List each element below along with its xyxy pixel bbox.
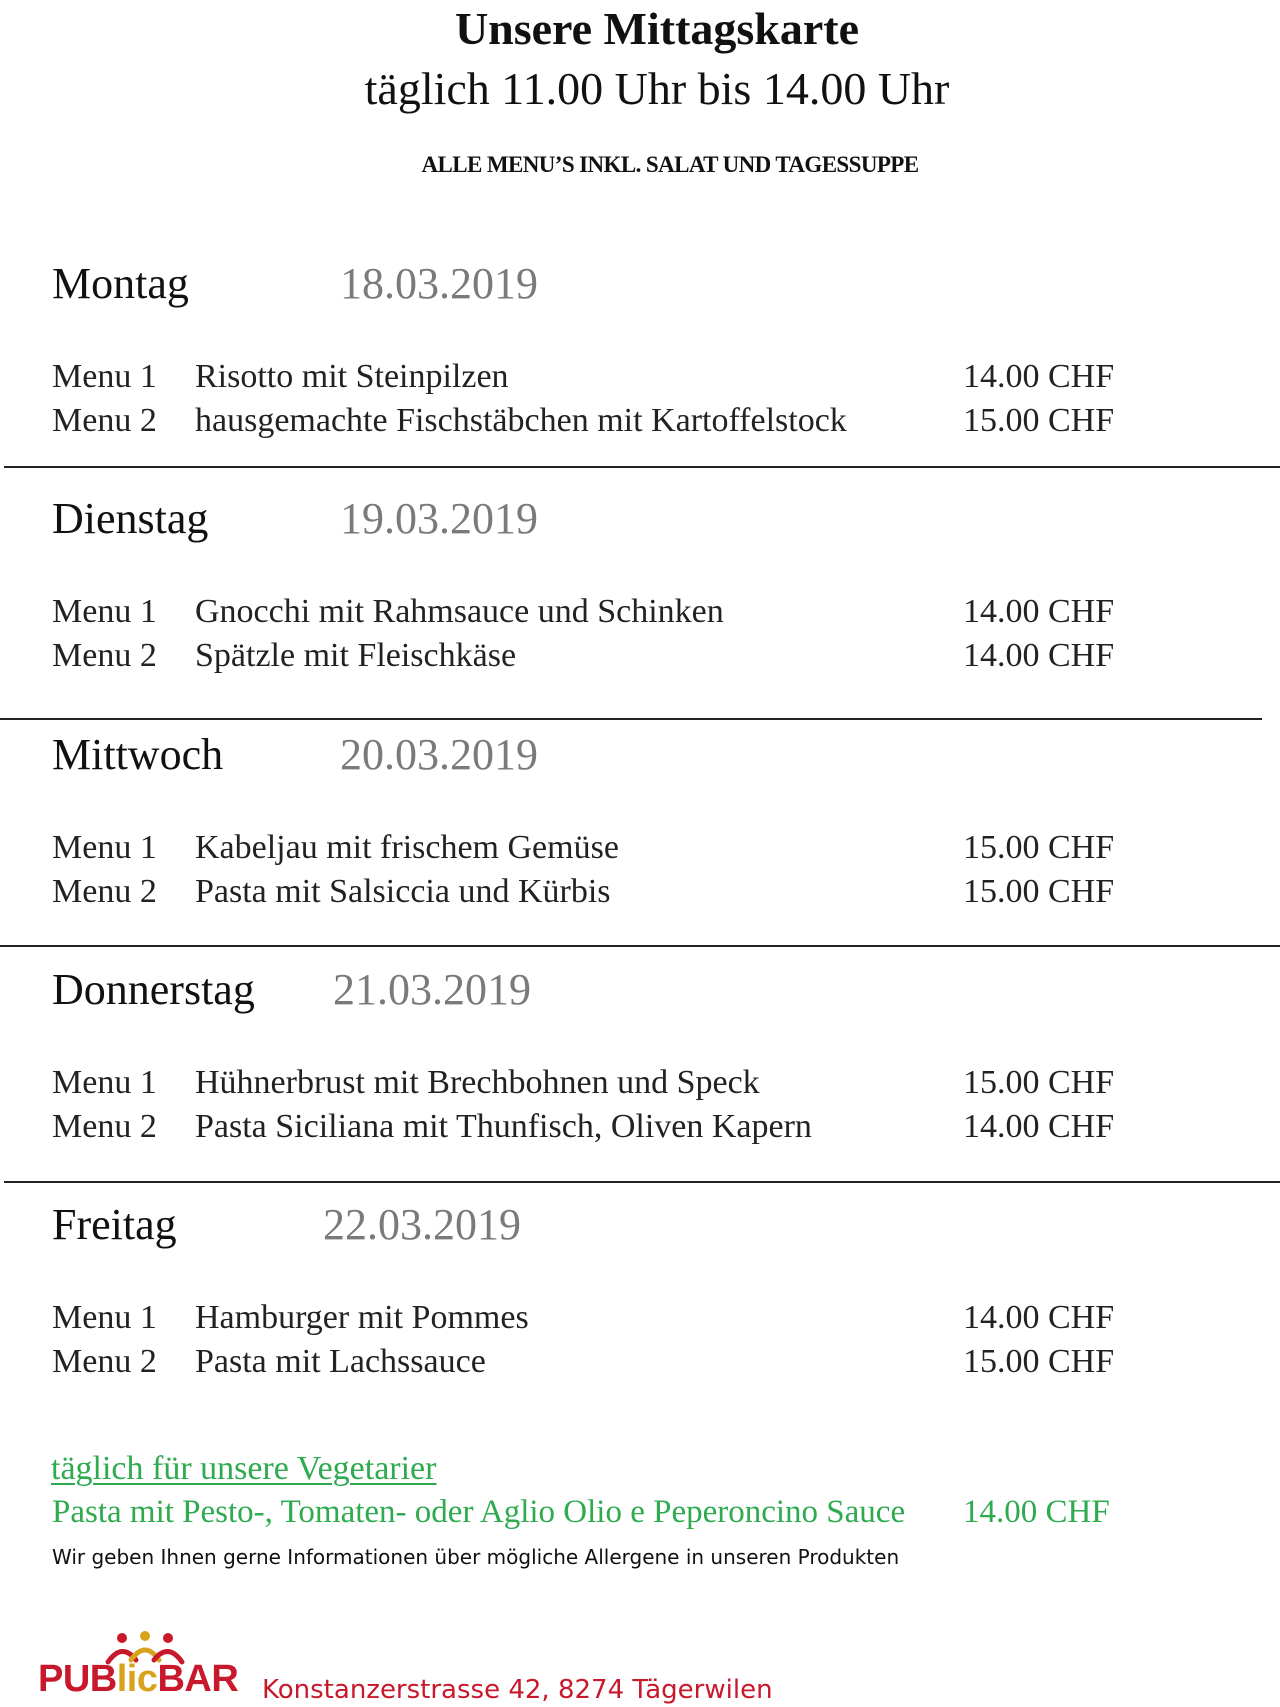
day-date: 22.03.2019 <box>323 1200 521 1249</box>
menu-row <box>0 875 1280 915</box>
menu-row <box>0 639 1280 679</box>
day-name: Montag <box>52 259 189 308</box>
menu-dish: Pasta mit Salsiccia und Kürbis <box>195 873 611 910</box>
menu-label: Menu 2 <box>52 873 157 910</box>
menu-label: Menu 2 <box>52 402 157 439</box>
menu-subtitle: ALLE MENU’S INKL. SALAT UND TAGESSUPPE <box>421 152 919 177</box>
menu-label: Menu 1 <box>52 1299 157 1336</box>
divider <box>0 945 1280 947</box>
menu-dish: Kabeljau mit frischem Gemüse <box>195 829 619 866</box>
opening-hours: täglich 11.00 Uhr bis 14.00 Uhr <box>364 63 950 114</box>
menu-price: 15.00 CHF <box>963 1064 1115 1101</box>
day-block-donnerstag <box>0 965 1280 1168</box>
divider <box>4 1181 1280 1183</box>
day-date: 18.03.2019 <box>340 259 538 308</box>
menu-dish: Hühnerbrust mit Brechbohnen und Speck <box>195 1064 760 1101</box>
menu-row <box>0 360 1280 400</box>
menu-price: 14.00 CHF <box>963 1299 1115 1336</box>
menu-label: Menu 1 <box>52 829 157 866</box>
menu-label: Menu 2 <box>52 1108 157 1145</box>
menu-label: Menu 1 <box>52 358 157 395</box>
menu-dish: Risotto mit Steinpilzen <box>195 358 509 395</box>
menu-price: 15.00 CHF <box>963 402 1115 439</box>
day-name: Donnerstag <box>52 965 255 1014</box>
menu-dish: Hamburger mit Pommes <box>195 1299 529 1336</box>
logo-part-bar: BAR <box>157 1658 239 1700</box>
menu-label: Menu 2 <box>52 637 157 674</box>
menu-price: 15.00 CHF <box>963 829 1115 866</box>
menu-row <box>0 1066 1280 1106</box>
menu-row <box>0 1301 1280 1341</box>
menu-row <box>0 1345 1280 1385</box>
menu-price: 14.00 CHF <box>963 637 1115 674</box>
vegetarian-heading: täglich für unsere Vegetarier <box>51 1450 437 1487</box>
page-title: Unsere Mittagskarte <box>454 3 860 54</box>
logo-part-lic: lic <box>116 1658 158 1700</box>
menu-price: 14.00 CHF <box>963 593 1115 630</box>
menu-price: 15.00 CHF <box>963 873 1115 910</box>
menu-dish: hausgemachte Fischstäbchen mit Kartoffelstock <box>195 402 847 439</box>
day-block-montag <box>0 259 1280 462</box>
divider <box>0 718 1262 720</box>
menu-price: 15.00 CHF <box>963 1343 1115 1380</box>
divider <box>4 466 1280 468</box>
day-block-freitag <box>0 1200 1280 1403</box>
logo-wordmark <box>38 1660 238 1698</box>
menu-label: Menu 1 <box>52 1064 157 1101</box>
menu-label: Menu 1 <box>52 593 157 630</box>
menu-dish: Pasta Siciliana mit Thunfisch, Oliven Kapern <box>195 1108 812 1145</box>
day-name: Dienstag <box>52 494 209 543</box>
menu-dish: Gnocchi mit Rahmsauce und Schinken <box>195 593 724 630</box>
publicbar-logo <box>38 1630 243 1702</box>
menu-price: 14.00 CHF <box>963 1108 1115 1145</box>
logo-part-pub: PUB <box>38 1658 117 1700</box>
day-block-mittwoch <box>0 730 1280 933</box>
menu-row <box>0 404 1280 444</box>
day-date: 21.03.2019 <box>333 965 531 1014</box>
day-date: 19.03.2019 <box>340 494 538 543</box>
menu-row <box>0 595 1280 635</box>
address: Konstanzerstrasse 42, 8274 Tägerwilen <box>262 1675 773 1705</box>
day-name: Freitag <box>52 1200 177 1249</box>
vegetarian-dish: Pasta mit Pesto-, Tomaten- oder Aglio Olio e Peperoncino Sauce <box>52 1494 906 1530</box>
menu-row <box>0 831 1280 871</box>
menu-row <box>0 1110 1280 1150</box>
menu-label: Menu 2 <box>52 1343 157 1380</box>
menu-dish: Spätzle mit Fleischkäse <box>195 637 517 674</box>
allergen-note: Wir geben Ihnen gerne Informationen über mögliche Allergene in unseren Produkten <box>52 1545 900 1569</box>
menu-price: 14.00 CHF <box>963 358 1115 395</box>
menu-dish: Pasta mit Lachssauce <box>195 1343 486 1380</box>
day-date: 20.03.2019 <box>340 730 538 779</box>
vegetarian-price: 14.00 CHF <box>963 1494 1110 1530</box>
day-name: Mittwoch <box>52 730 224 779</box>
day-block-dienstag <box>0 494 1280 697</box>
